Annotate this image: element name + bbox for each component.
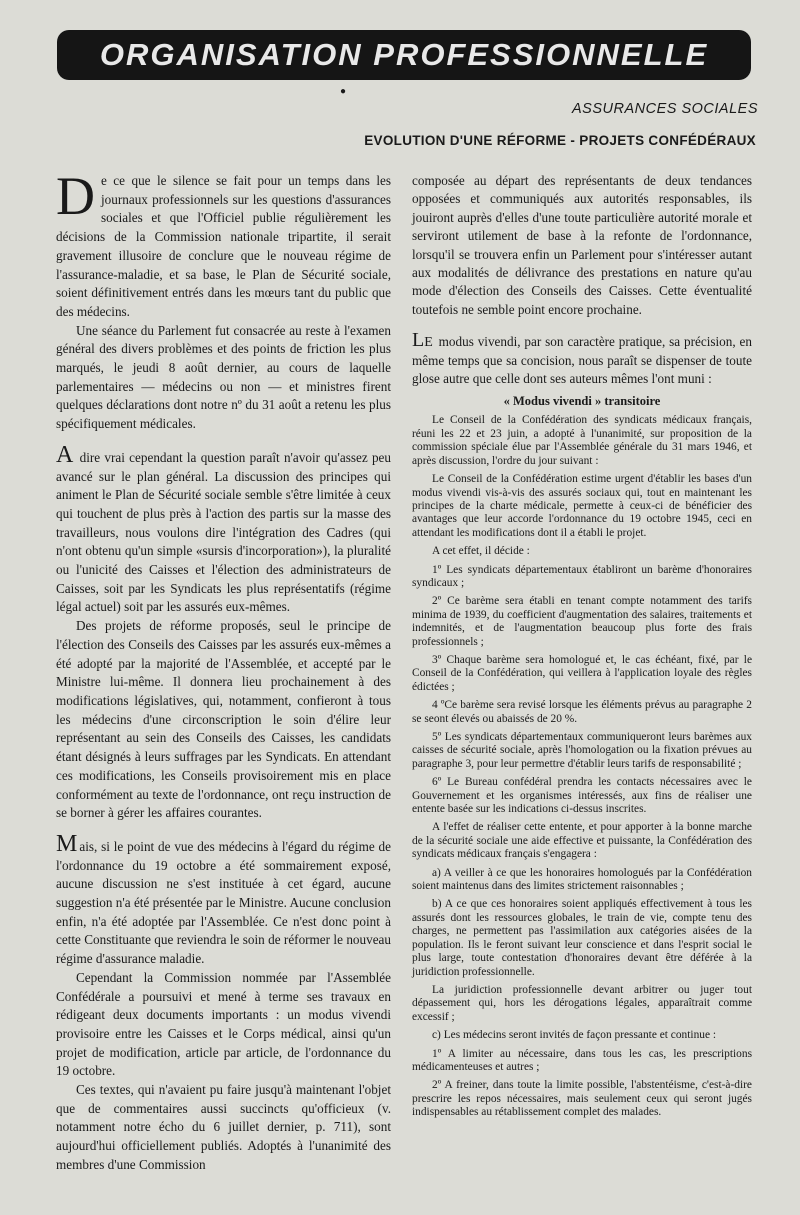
paragraph: 2º Ce barème sera établi en tenant compte notamment des tarifs minima de 1939, du coefficient d'augmentation des salaires, traitements et indemnités, et de l'augmentation beaucoup plus forte des frais professionnels ;	[412, 595, 752, 648]
paragraph: Cependant la Commission nommée par l'Assemblée Confédérale a poursuivi et mené à terme ses travaux en rédigeant deux documents importants : un modus vivendi provisoire entre les Caisses et le Corps médical, ainsi qu'un projet de modification, article par article, de l'ordonnance du 19 octobre.	[56, 969, 391, 1079]
initial-letter: M	[56, 830, 78, 857]
paragraph: 5º Les syndicats départementaux communiqueront leurs barèmes aux caisses de sécurité sociale, après l'homologation ou la fixation prévues au paragraphe 3, pour leur permettre d'établir leurs tarifs de responsabilité ;	[412, 731, 752, 770]
paragraph: a) A veiller à ce que les honoraires homologués par la Confédération soient maintenus dans des limites strictement raisonnables ;	[412, 866, 752, 893]
paragraph: c) Les médecins seront invités de façon pressante et continue :	[432, 1029, 717, 1042]
paragraph-text: e ce que le silence se fait pour un temps dans les journaux professionnels sur les questions d'assurances sociales et que l'Officiel publie régulièrement les décisions de la Commission nationale tripartite, il serait gravement illusoire de conclure que le nouveau régime de l'assurance-maladie, et sa base, le Plan de Sécurité sociale, soient définitivement entrés dans les mœurs tant du public que des médecins.	[56, 173, 391, 319]
paragraph: Des projets de réforme proposés, seul le principe de l'élection des Conseils des Caisses par les assurés eux-mêmes a été adopté par la majorité de l'Assemblée, et accepté par le Ministre lui-même. Il donnera lieu prochainement à des modifications législatives, qui, notamment, confieront à tous les médecins d'une circonscription le soin d'élire leur représentant au sein des Conseils des Caisses, les candidats étant désignés à leurs suffrages par les Syndicats. En attendant ces modifications, les Conseils provisoirement mis en place conformément au texte de l'ordonnance, ont reçu instruction de se borner à gérer les affaires courantes.	[56, 618, 391, 821]
banner-title: ORGANISATION PROFESSIONNELLE	[99, 37, 709, 72]
paragraph: La juridiction professionnelle devant arbitrer ou juger tout dépassement qui, hors les dérogations légales, apparaîtrait comme excessif ;	[412, 983, 752, 1023]
paragraph: A cet effet, il décide :	[432, 545, 530, 558]
drop-cap: D	[56, 166, 95, 226]
paragraph: 4 ºCe barème sera revisé lorsque les éléments prévus au paragraphe 2 se seont élevés ou abaissés de 20 %.	[412, 699, 752, 725]
initial-letter: A	[56, 441, 74, 468]
paragraph-text: ais, si le point de vue des médecins à l'égard du régime de l'ordonnance du 19 octobre a été sommairement exposé, aucune discussion ne s'est instituée à cet égard, aucune suggestion n'a été présentée par le Ministre. Aucune conclusion enfin, n'a été adoptée par l'Assemblée. Ce n'est donc point à cette Constituante que reviendra le soin de réformer le nouveau régime d'assurance maladie.	[56, 838, 391, 967]
paragraph: Le Conseil de la Confédération estime urgent d'établir les bases d'un modus vivendi vis-à-vis des assurés sociaux qui, tout en maintenant les principes de la charte médicale, permette à ceux-ci de bénéficier des avantages que leur accorde l'ordonnance du 19 octobre 1945, ceci en attendant les modifications dont il a établi le projet.	[412, 473, 752, 539]
paragraph: 1º A limiter au nécessaire, dans tous les cas, les prescriptions médicamenteuses et autres ;	[412, 1047, 752, 1073]
paragraph: Ces textes, qui n'avaient pu faire jusqu'à maintenant l'objet que de commentaires aussi succincts qu'officieux (v. notamment notre écho du 6 juillet dernier, p. 711), sont aujourd'hui officiellement publiés. Adoptés à l'unanimité des membres d'une Commission	[56, 1082, 391, 1172]
section-banner	[57, 30, 751, 80]
subheading: « Modus vivendi » transitoire	[503, 394, 661, 409]
paragraph: 2º A freiner, dans toute la limite possible, l'abstentéisme, c'est-à-dire prescrire les repos nécessaires, mais seulement ceux qui seront jugés indispensables au rétablissement complet des malades.	[412, 1079, 752, 1119]
paragraph: 6º Le Bureau confédéral prendra les contacts nécessaires avec le Gouvernement et les organismes intéressés, aux fins de réaliser une entente basée sur les indications ci-dessus inscrites.	[412, 776, 752, 816]
paragraph	[56, 166, 391, 322]
initial-letter: Le	[412, 329, 433, 352]
paragraph: A l'effet de réaliser cette entente, et pour apporter à la bonne marche de la sécurité sociale une aide effective et puissante, la Confédération des syndicats médicaux français s'engagera :	[412, 821, 752, 861]
right-column	[412, 172, 752, 1120]
paragraph	[412, 331, 752, 388]
paragraph: b) A ce que ces honoraires soient appliqués effectivement à tous les assurés dont les ressources globales, le train de vie, compte tenu des charges, ne permettent pas l'assimilation aux catégories aisées de la population. Ils le feront suivant leur conscience et dans l'esprit social le plus large, toute contestation d'honoraires devant être déférée à la juridiction professionnelle.	[412, 898, 752, 978]
paragraph: composée au départ des représentants de deux tendances opposées et communiqués aux autorités responsables, ils jouiront auprès d'elles d'une toute particulière autorité morale et serviront utilement de base à la refonte de l'ordonnance, lorsqu'il se trouvera enfin un Parlement pour s'intéresser autant aux modalités de délivrance des prestations en nature qu'au mode d'élection des Conseils des Caisses. Cette éventualité toutefois ne semble point encore prochaine.	[412, 173, 752, 317]
paragraph: 1º Les syndicats départementaux établiront un barème d'honoraires syndicaux ;	[412, 563, 752, 589]
paragraph-text: dire vrai cependant la question paraît n'avoir qu'assez peu avancé sur le plan général. La discussion des principes qui animent le Plan de Sécurité sociale semble s'être limitée à ceux qui touchent de plus près à l'action des partis sur la masse des travailleurs, nous voulons dire l'intégration des Cadres (qui n'ont obtenu qu'un simple «sursis d'incorporation»), la pluralité ou l'unicité des Caisses et l'élection des administrateurs de Caisses, soit par les Syndicats les plus représentatifs (régime légal actuel) soit par les assurés eux-mêmes.	[56, 449, 391, 615]
paragraph: 3º Chaque barème sera homologué et, le cas échéant, fixé, par le Conseil de la Confédération, qui veillera à l'application loyale des règles édictées ;	[412, 653, 752, 693]
section-label: ASSURANCES SOCIALES	[572, 101, 758, 117]
paragraph-text: modus vivendi, par son caractère pratique, sa précision, en même temps que sa concision, nous paraît se dispenser de toute glose autre que celle dont ses auteurs mêmes l'ont muni :	[412, 334, 752, 387]
paragraph: Une séance du Parlement fut consacrée au reste à l'examen général des divers problèmes et des points de friction les plus marqués, le jeudi 8 août dernier, au cours de laquelle parlementaires — médecins ou non — et ministres firent quelques déclarations dont notre nº du 31 août a retenu les plus spécifiquement médicales.	[56, 322, 391, 432]
paragraph	[56, 830, 391, 969]
paragraph	[56, 441, 391, 617]
ornament-dot: ●	[340, 86, 347, 97]
article-title: EVOLUTION D'UNE RÉFORME - PROJETS CONFÉDÉRAUX	[364, 133, 756, 148]
paragraph: Le Conseil de la Confédération des syndicats médicaux français, réuni les 22 et 23 juin, a adopté à l'unanimité, sur proposition de la commission spéciale élue par l'Assemblée générale du 31 mars 1946, et après discussion, l'ordre du jour suivant :	[412, 414, 752, 467]
left-column	[56, 166, 391, 1175]
